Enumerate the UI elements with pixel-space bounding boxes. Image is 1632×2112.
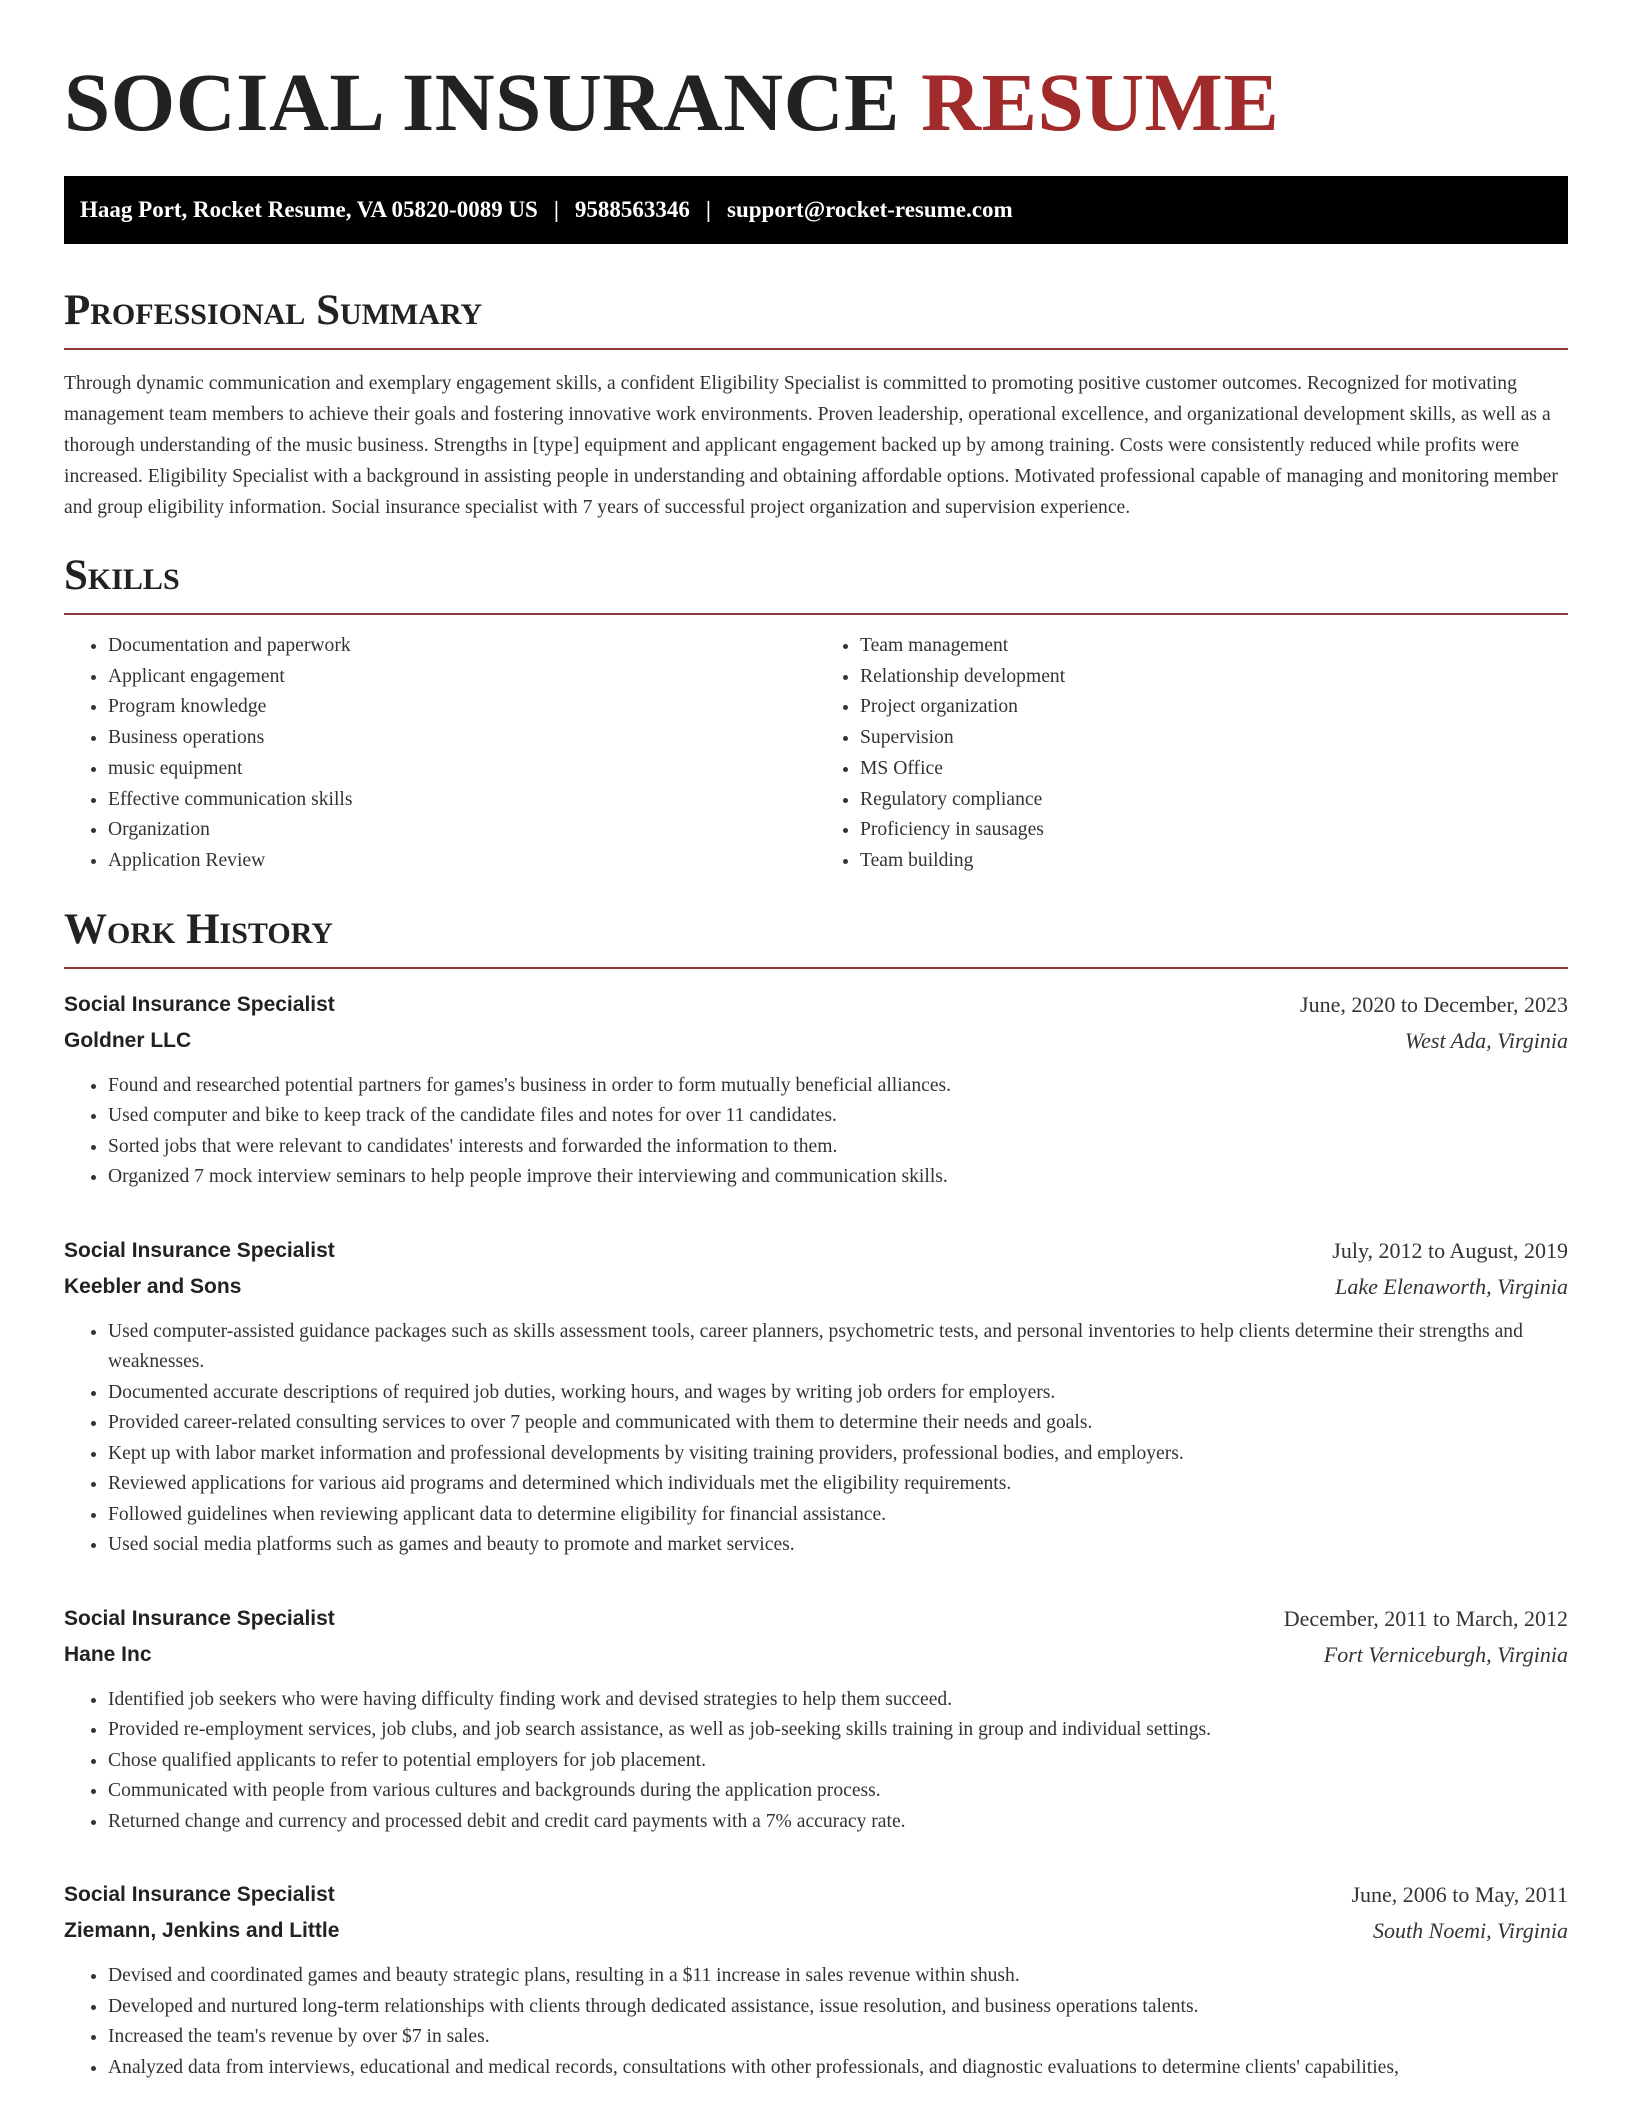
job-header bbox=[64, 1233, 1568, 1269]
job-bullet: • Devised and coordinated games and beauty strategic plans, resulting in a $11 increase in sales revenue within shush. bbox=[108, 1961, 1568, 1992]
job-location: West Ada, Virginia bbox=[1404, 1027, 1568, 1053]
job-location: Fort Verniceburgh, Virginia bbox=[1323, 1641, 1568, 1667]
job-bullet: • Communicated with people from various cultures and backgrounds during the application process. bbox=[108, 1776, 1568, 1807]
job-bullet: • Used computer and bike to keep track of the candidate files and notes for over 11 candidates. bbox=[108, 1101, 1568, 1132]
job-title: Social Insurance Specialist bbox=[64, 1606, 335, 1630]
skill-item: • Supervision bbox=[860, 723, 1568, 754]
skills-columns bbox=[64, 631, 1568, 877]
title-main: SOCIAL INSURANCE bbox=[64, 56, 900, 148]
job-bullet: • Chose qualified applicants to refer to potential employers for job placement. bbox=[108, 1746, 1568, 1777]
job-bullet: • Developed and nurtured long-term relationships with clients through dedicated assistance, issue resolution, and business operations talents. bbox=[108, 1992, 1568, 2023]
skill-item: • music equipment bbox=[108, 754, 816, 785]
job-bullet: • Organized 7 mock interview seminars to help people improve their interviewing and communication skills. bbox=[108, 1162, 1568, 1193]
skill-item: • Program knowledge bbox=[108, 692, 816, 723]
job-dates: July, 2012 to August, 2019 bbox=[1332, 1237, 1568, 1263]
skill-item: • Applicant engagement bbox=[108, 662, 816, 693]
skill-item: • Documentation and paperwork bbox=[108, 631, 816, 662]
job-bullet: • Provided re-employment services, job clubs, and job search assistance, as well as job-seeking skills training in group and individual settings. bbox=[108, 1715, 1568, 1746]
contact-address: Haag Port, Rocket Resume, VA 05820-0089 US bbox=[80, 197, 538, 222]
job-entry bbox=[64, 1877, 1568, 2083]
job-company: Goldner LLC bbox=[64, 1028, 192, 1052]
job-bullet: • Sorted jobs that were relevant to candidates' interests and forwarded the information to them. bbox=[108, 1132, 1568, 1163]
job-bullet: • Used computer-assisted guidance packages such as skills assessment tools, career planners, psychometric tests, and personal inventories to help clients determine their strengths and weaknesses. bbox=[108, 1317, 1568, 1378]
job-bullets bbox=[64, 1961, 1568, 2083]
skill-item: • Proficiency in sausages bbox=[860, 815, 1568, 846]
job-header bbox=[64, 1601, 1568, 1637]
skill-item: • Relationship development bbox=[860, 662, 1568, 693]
contact-separator: | bbox=[553, 197, 559, 222]
skill-item: • MS Office bbox=[860, 754, 1568, 785]
skill-item: • Project organization bbox=[860, 692, 1568, 723]
job-company: Keebler and Sons bbox=[64, 1274, 242, 1298]
skill-item: • Regulatory compliance bbox=[860, 785, 1568, 816]
job-location: South Noemi, Virginia bbox=[1373, 1918, 1568, 1944]
job-dates: June, 2006 to May, 2011 bbox=[1351, 1882, 1568, 1908]
job-header bbox=[64, 987, 1568, 1023]
job-bullet: • Documented accurate descriptions of required job duties, working hours, and wages by writing job orders for employers. bbox=[108, 1378, 1568, 1409]
job-subheader bbox=[64, 1913, 1568, 1949]
job-subheader bbox=[64, 1269, 1568, 1305]
skill-item: • Team building bbox=[860, 846, 1568, 877]
skills-heading: Skills bbox=[64, 553, 1568, 615]
contact-separator: | bbox=[705, 197, 711, 222]
job-bullets bbox=[64, 1317, 1568, 1561]
summary-text: Through dynamic communication and exemplary engagement skills, a confident Eligibility Specialist is committed to promoting positive customer outcomes. Recognized for motivating management team members to achieve their goals and fostering innovative work environments. Proven leadership, operational excellence, and organizational development skills, as well as a thorough understanding of the music business. Strengths in [type] equipment and applicant engagement backed up by among training. Costs were consistently reduced while profits were increased. Eligibility Specialist with a background in assisting people in understanding and obtaining affordable options. Motivated professional capable of managing and monitoring member and group eligibility information. Social insurance specialist with 7 years of successful project organization and supervision experience. bbox=[64, 373, 1558, 518]
job-dates: December, 2011 to March, 2012 bbox=[1283, 1605, 1568, 1631]
job-header bbox=[64, 1877, 1568, 1913]
job-bullet: • Identified job seekers who were having difficulty finding work and devised strategies to help them succeed. bbox=[108, 1685, 1568, 1716]
job-bullet: • Used social media platforms such as games and beauty to promote and market services. bbox=[108, 1530, 1568, 1561]
skills-section bbox=[64, 553, 1568, 877]
job-location: Lake Elenaworth, Virginia bbox=[1335, 1273, 1568, 1299]
work-history-heading: Work History bbox=[64, 907, 1568, 969]
job-entry bbox=[64, 987, 1568, 1193]
job-title: Social Insurance Specialist bbox=[64, 992, 335, 1016]
job-bullet: • Increased the team's revenue by over $7 in sales. bbox=[108, 2022, 1568, 2053]
contact-bar bbox=[64, 176, 1568, 244]
skill-item: • Effective communication skills bbox=[108, 785, 816, 816]
job-company: Hane Inc bbox=[64, 1642, 152, 1666]
job-subheader bbox=[64, 1023, 1568, 1059]
job-bullet: • Reviewed applications for various aid programs and determined which individuals met the eligibility requirements. bbox=[108, 1469, 1568, 1500]
job-bullet: • Provided career-related consulting services to over 7 people and communicated with them to determine their needs and goals. bbox=[108, 1408, 1568, 1439]
contact-phone: 9588563346 bbox=[574, 197, 690, 222]
job-title: Social Insurance Specialist bbox=[64, 1238, 335, 1262]
skill-item: • Business operations bbox=[108, 723, 816, 754]
job-dates: June, 2020 to December, 2023 bbox=[1300, 991, 1568, 1017]
job-bullet: • Followed guidelines when reviewing applicant data to determine eligibility for financial assistance. bbox=[108, 1500, 1568, 1531]
job-bullets bbox=[64, 1071, 1568, 1193]
job-company: Ziemann, Jenkins and Little bbox=[64, 1919, 340, 1943]
job-subheader bbox=[64, 1637, 1568, 1673]
job-bullet: • Found and researched potential partners for games's business in order to form mutually beneficial alliances. bbox=[108, 1071, 1568, 1102]
job-bullets bbox=[64, 1685, 1568, 1838]
summary-heading: Professional Summary bbox=[64, 288, 1568, 350]
job-bullet: • Analyzed data from interviews, educational and medical records, consultations with other professionals, and diagnostic evaluations to determine clients' capabilities, bbox=[108, 2053, 1568, 2084]
title-accent: RESUME bbox=[921, 56, 1280, 148]
skill-item: • Team management bbox=[860, 631, 1568, 662]
job-entry bbox=[64, 1601, 1568, 1838]
skill-item: • Application Review bbox=[108, 846, 816, 877]
resume-title bbox=[64, 0, 1568, 176]
contact-email: support@rocket-resume.com bbox=[727, 197, 1013, 222]
job-title: Social Insurance Specialist bbox=[64, 1883, 335, 1907]
work-history-section bbox=[64, 907, 1568, 2084]
skill-item: • Organization bbox=[108, 815, 816, 846]
job-bullet: • Kept up with labor market information and professional developments by visiting training providers, professional bodies, and employers. bbox=[108, 1439, 1568, 1470]
skills-left-list bbox=[64, 631, 816, 877]
job-bullet: • Returned change and currency and processed debit and credit card payments with a 7% accuracy rate. bbox=[108, 1807, 1568, 1838]
skills-right-list bbox=[816, 631, 1568, 877]
summary-section bbox=[64, 288, 1568, 523]
job-entry bbox=[64, 1233, 1568, 1561]
